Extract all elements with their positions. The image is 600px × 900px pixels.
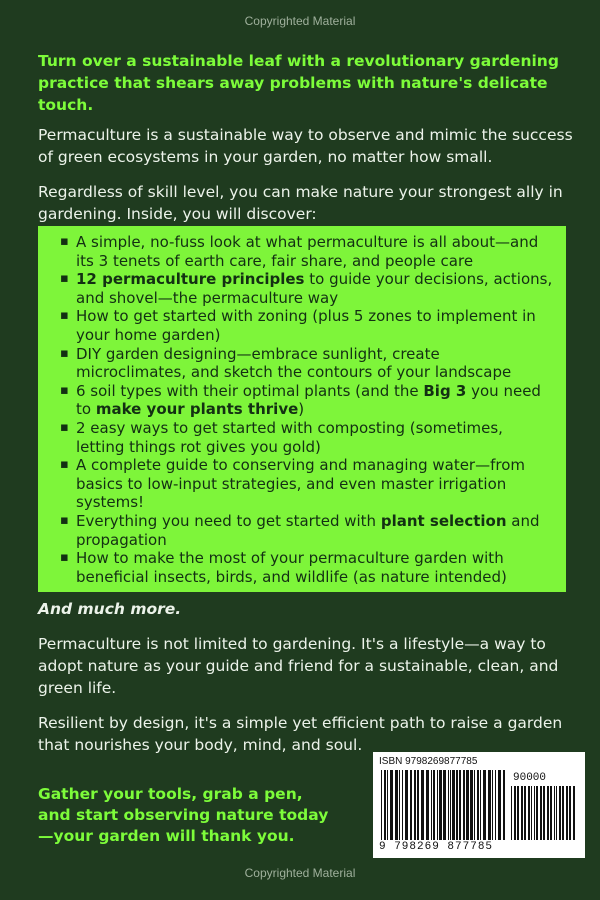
isbn-barcode-box: [373, 752, 585, 858]
feature-text: A complete guide to conserving and managing water—from basics to low-input strategies, and even master irrigation systems!: [76, 456, 526, 512]
resilient-paragraph: Resilient by design, it's a simple yet efficient path to raise a garden that nourishes your body, mind, and soul.: [38, 714, 563, 754]
headline: Turn over a sustainable leaf with a revolutionary gardening practice that shears away problems with nature's delicate touch.: [38, 52, 559, 114]
feature-bold-text: 12 permaculture principles: [76, 270, 305, 289]
price-code: 90000: [513, 772, 547, 784]
feature-text: Everything you need to get started with: [76, 511, 381, 530]
feature-text: A simple, no-fuss look at what permaculture is all about—and its 3 tenets of earth care, fair share, and people care: [76, 233, 539, 270]
isbn-label: ISBN 9798269877785: [379, 756, 478, 767]
feature-bold-text: make your plants thrive: [95, 400, 299, 419]
and-much-more: And much more.: [38, 600, 182, 618]
feature-text: How to make the most of your permaculture garden with beneficial insects, birds, and wildlife (as nature intended): [76, 549, 507, 586]
copyright-watermark-bottom: Copyrighted Material: [244, 866, 356, 880]
feature-bold-text: plant selection: [380, 511, 507, 530]
feature-item: [60, 419, 554, 456]
features-list: [38, 226, 566, 586]
discover-intro-paragraph: Regardless of skill level, you can make nature your strongest ally in gardening. Inside, you will discover:: [38, 183, 563, 223]
feature-text: to guide your decisions, actions, and shovel—the permaculture way: [76, 270, 553, 307]
feature-text: How to get started with zoning (plus 5 zones to implement in your home garden): [76, 307, 536, 344]
feature-bold-text: Big 3: [423, 381, 467, 400]
feature-item: [60, 233, 554, 270]
feature-text: 2 easy ways to get started with composting (sometimes, letting things rot gives you gold): [76, 418, 503, 456]
feature-item: [60, 382, 554, 419]
copyright-watermark-top: Copyrighted Material: [244, 14, 356, 28]
features-box: [38, 226, 566, 592]
closing-call-to-action: Gather your tools, grab a pen, and start observing nature today—your garden will thank you.: [38, 785, 329, 845]
feature-text: DIY garden designing—embrace sunlight, create microclimates, and sketch the contours of your landscape: [76, 344, 512, 382]
isbn-barcode: [381, 770, 507, 840]
intro-paragraph: Permaculture is a sustainable way to observe and mimic the success of green ecosystems in your garden, no matter how small.: [38, 126, 573, 166]
feature-item: [60, 345, 554, 382]
feature-item: [60, 307, 554, 344]
feature-text: 6 soil types with their optimal plants (and the: [76, 381, 424, 400]
isbn-digits: 9 798269 877785: [379, 841, 494, 853]
feature-text: ): [298, 400, 305, 419]
feature-text: and propagation: [76, 511, 540, 549]
feature-text: you need to: [76, 381, 541, 419]
feature-item: [60, 512, 554, 549]
feature-item: [60, 270, 554, 307]
feature-item: [60, 549, 554, 586]
feature-item: [60, 456, 554, 512]
lifestyle-paragraph: Permaculture is not limited to gardening. It's a lifestyle—a way to adopt nature as your guide and friend for a sustainable, clean, and green life.: [38, 635, 559, 697]
price-barcode: [511, 786, 575, 840]
